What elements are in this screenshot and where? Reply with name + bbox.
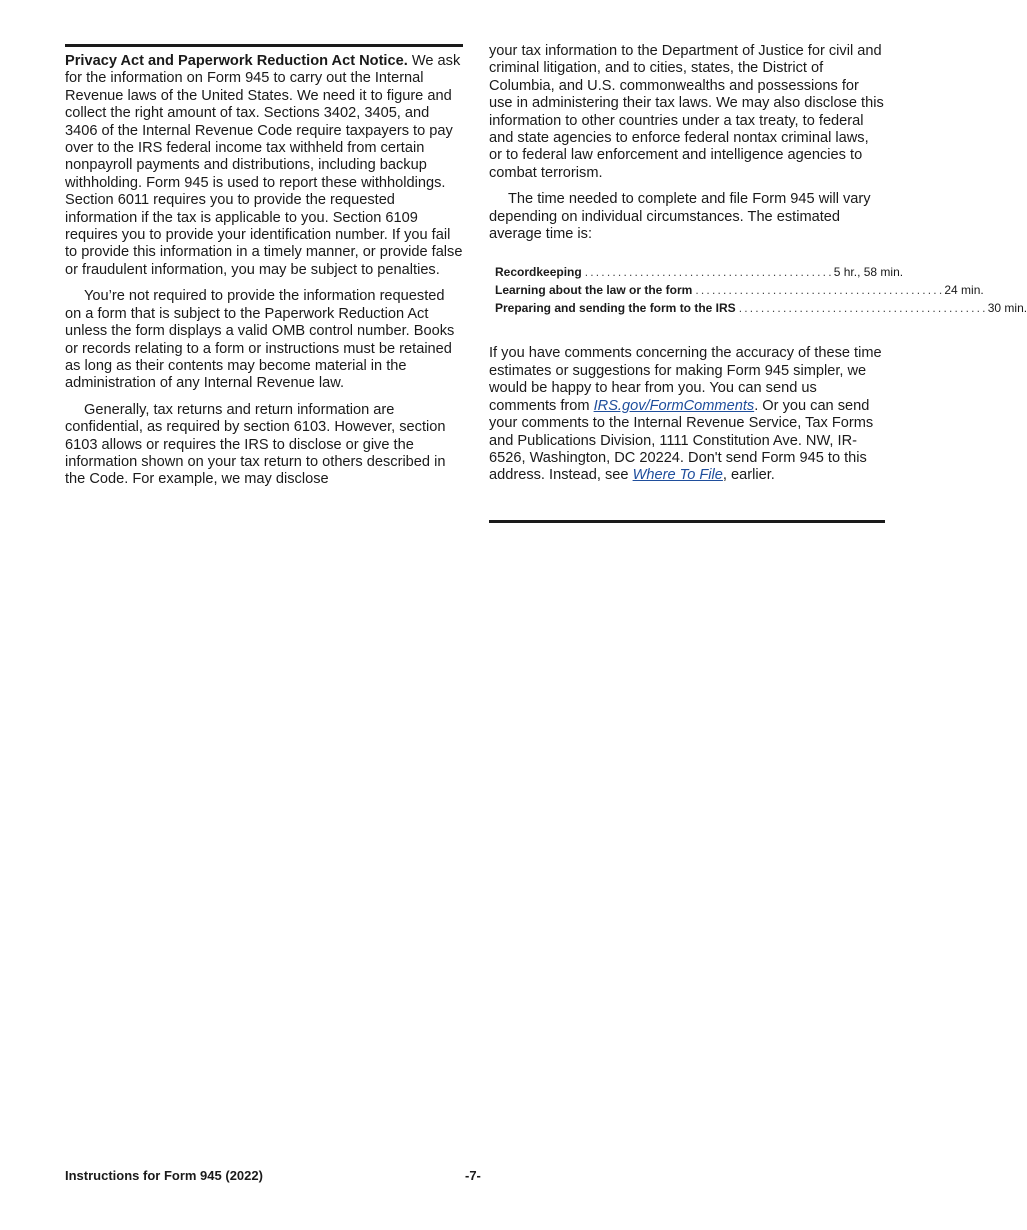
time-intro-paragraph: The time needed to complete and file Form 945 will vary depending on individual circumstances. The estimated average time is: bbox=[489, 191, 871, 243]
comments-text: . Or you can send your comments to the Internal Revenue Service, Tax Forms and Publications Division, 1111 Constitution Ave. NW, IR-6526, Washington, DC 20224. Don't send Form 945 to this address. Instead, see bbox=[489, 397, 874, 484]
comments-text: If you have comments concerning the accuracy of these time estimates or suggestions for making Form 945 simpler, we would be happy to hear from you. You can send us comments from bbox=[489, 345, 882, 414]
time-estimate-row bbox=[495, 281, 984, 299]
time-estimate-row bbox=[495, 299, 1027, 317]
right-column bbox=[489, 43, 1027, 494]
section-end-rule bbox=[489, 520, 885, 523]
where-to-file-link[interactable]: Where To File bbox=[632, 467, 723, 484]
footer-form-title: Instructions for Form 945 (2022) bbox=[65, 1168, 263, 1183]
form-comments-link[interactable]: IRS.gov/FormComments bbox=[593, 397, 755, 414]
privacy-notice-text: We ask for the information on Form 945 to carry out the Internal Revenue laws of the United States. We need it to figure and collect the right amount of tax. Sections 3402, 3405, and 3406 of the Internal Revenue Code require taxpayers to pay over to the IRS federal income tax withheld from certain nonpayroll payments and distributions, including backup withholding. Form 945 is used to report these withholdings. Section 6011 requires you to provide the requested information if the tax is applicable to you. Section 6109 requires you to provide your identification number. If you fail to provide this information in a timely manner, or provide false or fraudulent information, you may be subject to penalties. bbox=[65, 53, 463, 278]
dot-leader: ............................................. bbox=[738, 301, 988, 316]
time-estimate-label: Preparing and sending the form to the IRS bbox=[495, 301, 736, 316]
comments-paragraph bbox=[489, 345, 885, 484]
time-estimate-label: Learning about the law or the form bbox=[495, 283, 693, 298]
footer-page-number: -7- bbox=[465, 1168, 481, 1183]
time-estimate-row bbox=[495, 263, 904, 281]
left-column bbox=[65, 44, 463, 498]
comments-text: , earlier. bbox=[722, 467, 775, 484]
time-estimate-value: 30 min. bbox=[987, 301, 1027, 316]
dot-leader: ............................................. bbox=[695, 283, 945, 298]
time-estimate-value: 5 hr., 58 min. bbox=[833, 265, 904, 280]
time-estimate-value: 24 min. bbox=[944, 283, 984, 298]
disclosure-paragraph: your tax information to the Department of Justice for civil and criminal litigation, and to cities, states, the District of Columbia, and U.S. commonwealths and possessions for use in administering their tax laws. We may also disclose this information to other countries under a tax treaty, to federal and state agencies to enforce federal nontax criminal laws, or to federal law enforcement and intelligence agencies to combat terrorism. bbox=[489, 43, 884, 181]
time-estimate-table bbox=[495, 263, 1027, 317]
privacy-notice-paragraph bbox=[65, 53, 463, 279]
time-estimate-label: Recordkeeping bbox=[495, 265, 582, 280]
dot-leader: ............................................. bbox=[584, 265, 834, 280]
omb-paragraph: You’re not required to provide the information requested on a form that is subject to the Paperwork Reduction Act unless the form displays a valid OMB control number. Books or records relating to a form or instructions must be retained as long as their contents may become material in the administration of any Internal Revenue law. bbox=[65, 288, 455, 392]
confidentiality-paragraph: Generally, tax returns and return information are confidential, as required by section 6103. However, section 6103 allows or requires the IRS to disclose or give the information shown on your tax return to others described in the Code. For example, we may disclose bbox=[65, 401, 446, 488]
privacy-notice-heading: Privacy Act and Paperwork Reduction Act Notice. bbox=[65, 53, 408, 69]
